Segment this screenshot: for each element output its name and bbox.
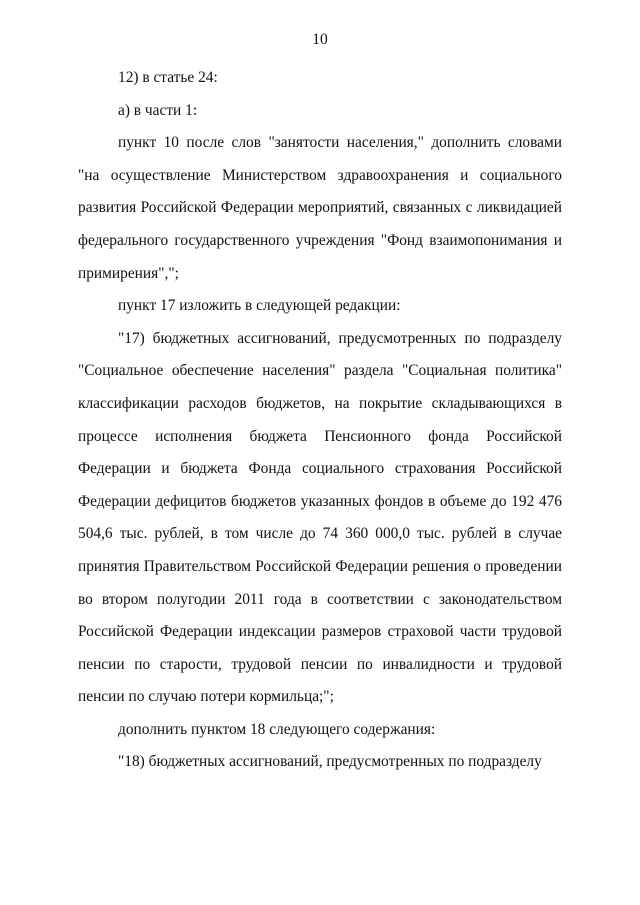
- paragraph-point-17-intro: пункт 17 изложить в следующей редакции:: [118, 297, 401, 315]
- page-number: 10: [312, 31, 328, 48]
- paragraph-point-10-amendment: пункт 10 после слов "занятости населения," дополнить словами "на осуществление Министерством здравоохранения и социального развития Российской Федерации мероприятий, связанных с ликвидацией федерального государственного учреждения "Фонд взаимопонимания и примирения",";: [78, 134, 562, 282]
- paragraph-part-1: а) в части 1:: [118, 101, 198, 119]
- document-body: [78, 62, 562, 779]
- paragraph-point-18-text: "18) бюджетных ассигнований, предусмотренных по подразделу: [118, 753, 542, 771]
- paragraph-point-18-intro: дополнить пунктом 18 следующего содержания:: [118, 720, 436, 738]
- paragraph-point-17-text: "17) бюджетных ассигнований, предусмотренных по подразделу "Социальное обеспечение населения" раздела "Социальная политика" классификации расходов бюджетов, на покрытие складывающихся в процессе исполнения бюджета Пенсионного фонда Российской Федерации и бюджета Фонда социального страхования Российской Федерации дефицитов бюджетов указанных фондов в объеме до 192 476 504,6 тыс. рублей, в том числе до 74 360 000,0 тыс. рублей в случае принятия Правительством Российской Федерации решения о проведении во втором полугодии 2011 года в соответствии с законодательством Российской Федерации индексации размеров страховой части трудовой пенсии по старости, трудовой пенсии по инвалидности и трудовой пенсии по случаю потери кормильца;";: [78, 329, 562, 706]
- paragraph-article-24: 12) в статье 24:: [118, 69, 218, 86]
